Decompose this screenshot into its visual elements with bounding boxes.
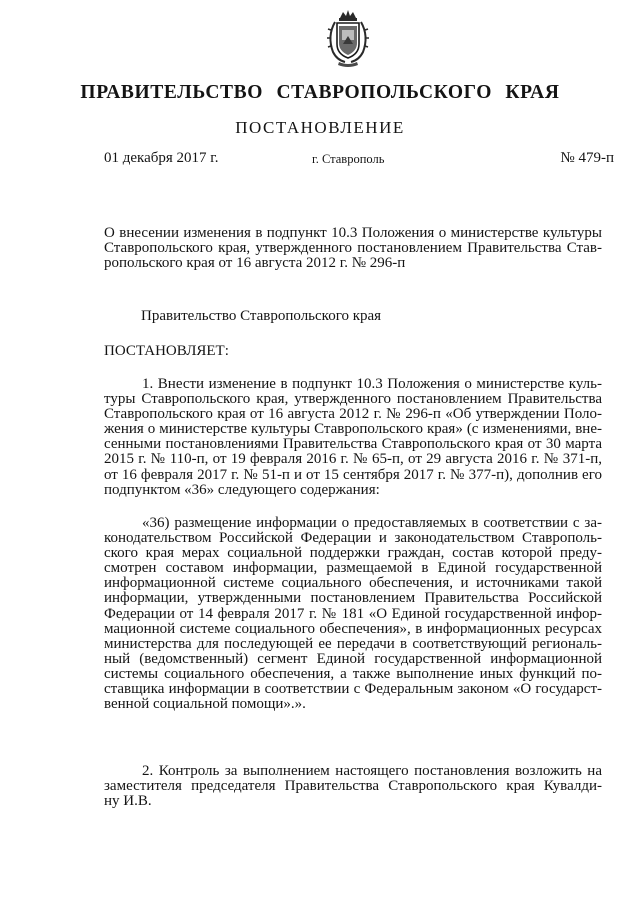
paragraph-3 [104,764,602,809]
organization-title: ПРАВИТЕЛЬСТВО СТАВРОПОЛЬСКОГО КРАЯ [80,82,560,103]
coat-of-arms-icon [325,8,371,68]
paragraph-line: Федерации от 14 февраля 2017 г. № 181 «О Единой государственной инфор- [104,605,602,622]
paragraph-line: «36) размещение информации о предоставляемых в соответствии с за- [142,515,602,531]
document-date: 01 декабря 2017 г. [104,150,219,166]
paragraph-line: сенными постановлениями Правительства Ставропольского края от 30 марта [104,436,602,453]
paragraph-line: от 16 февраля 2017 г. № 51-п и от 15 сентября 2017 г. № 377-п), дополнив его [104,466,602,483]
decree-word: ПОСТАНОВЛЯЕТ: [104,343,229,359]
paragraph-line: туры Ставропольского края, утвержденного постановлением Правительства [104,391,602,408]
paragraph-1 [104,377,602,498]
issuing-body: Правительство Ставропольского края [141,308,382,324]
subject-line: ропольского края от 16 августа 2012 г. № 296-п [104,255,406,271]
paragraph-line: 2015 г. № 110-п, от 19 февраля 2016 г. № 65-п, от 29 августа 2016 г. № 371-п, [104,451,602,468]
document-city: г. Ставрополь [312,152,385,166]
paragraph-line: министерства для последующей ее передачи в соответствующий региональ- [104,635,602,652]
document-subject [104,226,602,271]
paragraph-line: Ставропольского края от 16 августа 2012 г. № 296-п «Об утверждении Поло- [104,406,602,423]
paragraph-line: информации, утвержденными постановлением Правительства Российской [104,590,602,607]
paragraph-line: информационной системе социального обеспечения, и источниками такой [104,575,602,592]
paragraph-line: конодательством Российской Федерации и законодательством Ставрополь- [104,530,602,547]
paragraph-line: подпунктом «36» следующего содержания: [104,481,380,498]
paragraph-line: ставщика информации в соответствии с Федеральным законом «О государст- [104,681,602,698]
paragraph-line: смотрен составом информации, размещаемой в Единой государственной [104,560,602,577]
subject-line: Ставропольского края, утвержденного постановлением Правительства Став- [104,240,602,256]
paragraph-line: заместителя председателя Правительства Ставропольского края Кувалди- [104,778,602,795]
paragraph-line: системы социального обеспечения, а также выполнение иных функций по- [104,665,602,682]
paragraph-line: ского края мерах социальной поддержки граждан, состав которой преду- [104,545,602,562]
paragraph-line: ный (ведомственный) сегмент Единой государственной информационной [104,650,602,667]
subject-line: О внесении изменения в подпункт 10.3 Положения о министерстве культуры [104,225,602,241]
paragraph-2 [104,516,602,712]
document-number: № 479-п [560,150,614,166]
paragraph-line: жения о министерстве культуры Ставропольского края» (с изменениями, вне- [104,421,602,438]
paragraph-line: ну И.В. [104,793,152,810]
paragraph-line: 1. Внести изменение в подпункт 10.3 Положения о министерстве куль- [142,376,602,392]
document-type: ПОСТАНОВЛЕНИЕ [235,118,405,137]
paragraph-line: венной социальной помощи».». [104,696,306,713]
paragraph-line: мационной системе социального обеспечения», в информационных ресурсах [104,620,602,637]
paragraph-line: 2. Контроль за выполнением настоящего постановления возложить на [142,763,602,779]
